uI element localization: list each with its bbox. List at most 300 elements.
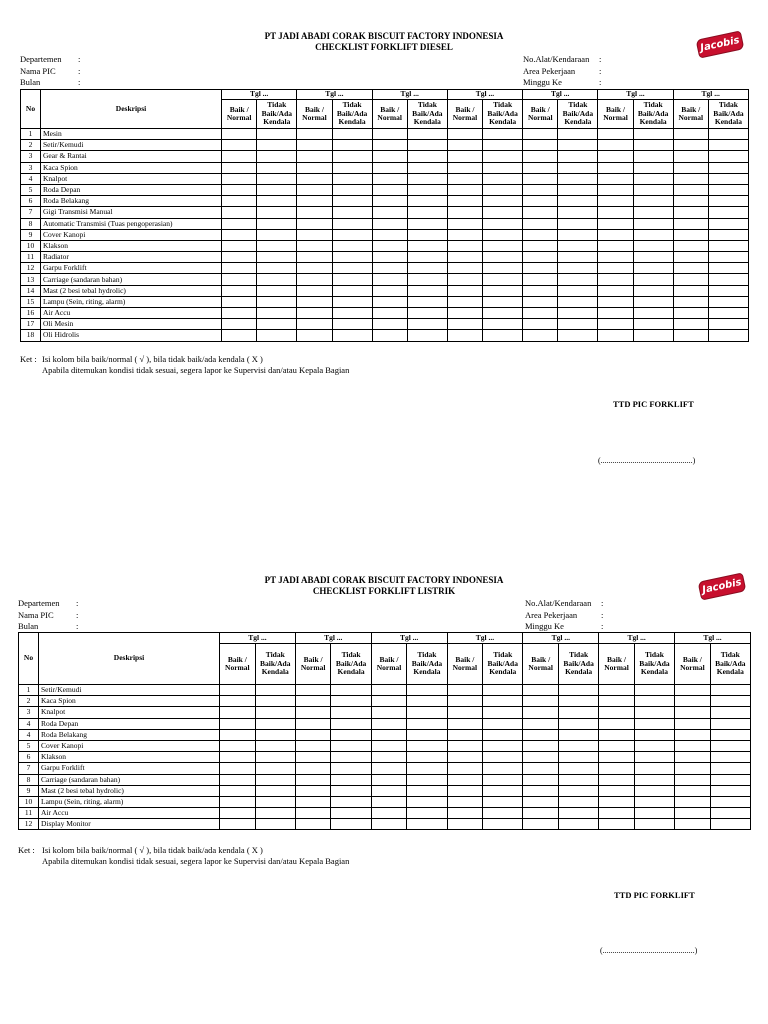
tidak-baik-check-cell[interactable] bbox=[710, 740, 750, 751]
tidak-baik-check-cell[interactable] bbox=[407, 319, 447, 330]
tidak-baik-check-cell[interactable] bbox=[407, 184, 447, 195]
tidak-baik-check-cell[interactable] bbox=[708, 173, 748, 184]
tidak-baik-check-cell[interactable] bbox=[558, 263, 598, 274]
baik-check-cell[interactable] bbox=[371, 785, 407, 796]
tidak-baik-check-cell[interactable] bbox=[332, 151, 372, 162]
baik-check-cell[interactable] bbox=[220, 740, 256, 751]
tidak-baik-check-cell[interactable] bbox=[558, 240, 598, 251]
tidak-baik-check-cell[interactable] bbox=[331, 752, 371, 763]
tidak-baik-check-cell[interactable] bbox=[255, 707, 295, 718]
tidak-baik-check-cell[interactable] bbox=[558, 308, 598, 319]
baik-check-cell[interactable] bbox=[372, 274, 407, 285]
baik-check-cell[interactable] bbox=[447, 151, 482, 162]
tidak-baik-check-cell[interactable] bbox=[332, 207, 372, 218]
departemen-field[interactable] bbox=[88, 54, 208, 66]
tidak-baik-check-cell[interactable] bbox=[483, 740, 523, 751]
tidak-baik-check-cell[interactable] bbox=[331, 718, 371, 729]
tidak-baik-check-cell[interactable] bbox=[483, 718, 523, 729]
tidak-baik-check-cell[interactable] bbox=[633, 330, 673, 341]
tidak-baik-check-cell[interactable] bbox=[483, 140, 523, 151]
tidak-baik-check-cell[interactable] bbox=[331, 774, 371, 785]
baik-check-cell[interactable] bbox=[297, 140, 332, 151]
baik-check-cell[interactable] bbox=[297, 196, 332, 207]
baik-check-cell[interactable] bbox=[523, 218, 558, 229]
baik-check-cell[interactable] bbox=[222, 308, 257, 319]
tidak-baik-check-cell[interactable] bbox=[559, 808, 599, 819]
tidak-baik-check-cell[interactable] bbox=[708, 319, 748, 330]
baik-check-cell[interactable] bbox=[523, 151, 558, 162]
tidak-baik-check-cell[interactable] bbox=[331, 740, 371, 751]
tidak-baik-check-cell[interactable] bbox=[634, 707, 674, 718]
baik-check-cell[interactable] bbox=[675, 707, 711, 718]
baik-check-cell[interactable] bbox=[222, 162, 257, 173]
tidak-baik-check-cell[interactable] bbox=[483, 308, 523, 319]
tidak-baik-check-cell[interactable] bbox=[559, 752, 599, 763]
tidak-baik-check-cell[interactable] bbox=[708, 184, 748, 195]
tidak-baik-check-cell[interactable] bbox=[558, 274, 598, 285]
baik-check-cell[interactable] bbox=[372, 196, 407, 207]
tidak-baik-check-cell[interactable] bbox=[483, 685, 523, 696]
tidak-baik-check-cell[interactable] bbox=[708, 129, 748, 140]
tidak-baik-check-cell[interactable] bbox=[633, 184, 673, 195]
baik-check-cell[interactable] bbox=[523, 274, 558, 285]
baik-check-cell[interactable] bbox=[297, 229, 332, 240]
tidak-baik-check-cell[interactable] bbox=[558, 207, 598, 218]
tidak-baik-check-cell[interactable] bbox=[633, 263, 673, 274]
tidak-baik-check-cell[interactable] bbox=[559, 740, 599, 751]
baik-check-cell[interactable] bbox=[673, 330, 708, 341]
area-pekerjaan-field[interactable] bbox=[609, 66, 689, 78]
baik-check-cell[interactable] bbox=[523, 140, 558, 151]
tidak-baik-check-cell[interactable] bbox=[257, 263, 297, 274]
tidak-baik-check-cell[interactable] bbox=[257, 308, 297, 319]
baik-check-cell[interactable] bbox=[523, 729, 559, 740]
baik-check-cell[interactable] bbox=[222, 263, 257, 274]
tidak-baik-check-cell[interactable] bbox=[633, 162, 673, 173]
baik-check-cell[interactable] bbox=[673, 129, 708, 140]
tidak-baik-check-cell[interactable] bbox=[633, 240, 673, 251]
tidak-baik-check-cell[interactable] bbox=[407, 308, 447, 319]
tidak-baik-check-cell[interactable] bbox=[559, 685, 599, 696]
baik-check-cell[interactable] bbox=[599, 752, 635, 763]
tidak-baik-check-cell[interactable] bbox=[332, 308, 372, 319]
tidak-baik-check-cell[interactable] bbox=[255, 685, 295, 696]
tidak-baik-check-cell[interactable] bbox=[483, 796, 523, 807]
baik-check-cell[interactable] bbox=[295, 707, 331, 718]
minggu-ke-field[interactable] bbox=[609, 77, 689, 89]
baik-check-cell[interactable] bbox=[297, 162, 332, 173]
tidak-baik-check-cell[interactable] bbox=[633, 252, 673, 263]
baik-check-cell[interactable] bbox=[598, 162, 633, 173]
tidak-baik-check-cell[interactable] bbox=[257, 296, 297, 307]
baik-check-cell[interactable] bbox=[523, 319, 558, 330]
baik-check-cell[interactable] bbox=[372, 285, 407, 296]
tidak-baik-check-cell[interactable] bbox=[483, 752, 523, 763]
baik-check-cell[interactable] bbox=[220, 729, 256, 740]
tidak-baik-check-cell[interactable] bbox=[710, 785, 750, 796]
baik-check-cell[interactable] bbox=[222, 151, 257, 162]
baik-check-cell[interactable] bbox=[297, 184, 332, 195]
tidak-baik-check-cell[interactable] bbox=[558, 252, 598, 263]
tidak-baik-check-cell[interactable] bbox=[332, 218, 372, 229]
baik-check-cell[interactable] bbox=[295, 696, 331, 707]
tidak-baik-check-cell[interactable] bbox=[710, 707, 750, 718]
tidak-baik-check-cell[interactable] bbox=[708, 151, 748, 162]
baik-check-cell[interactable] bbox=[222, 218, 257, 229]
tidak-baik-check-cell[interactable] bbox=[407, 729, 447, 740]
baik-check-cell[interactable] bbox=[372, 173, 407, 184]
baik-check-cell[interactable] bbox=[598, 263, 633, 274]
baik-check-cell[interactable] bbox=[599, 763, 635, 774]
baik-check-cell[interactable] bbox=[673, 308, 708, 319]
tidak-baik-check-cell[interactable] bbox=[708, 218, 748, 229]
baik-check-cell[interactable] bbox=[523, 285, 558, 296]
baik-check-cell[interactable] bbox=[673, 274, 708, 285]
baik-check-cell[interactable] bbox=[222, 319, 257, 330]
tidak-baik-check-cell[interactable] bbox=[331, 785, 371, 796]
baik-check-cell[interactable] bbox=[673, 240, 708, 251]
baik-check-cell[interactable] bbox=[447, 274, 482, 285]
baik-check-cell[interactable] bbox=[598, 285, 633, 296]
baik-check-cell[interactable] bbox=[447, 330, 482, 341]
baik-check-cell[interactable] bbox=[675, 696, 711, 707]
baik-check-cell[interactable] bbox=[295, 763, 331, 774]
baik-check-cell[interactable] bbox=[447, 218, 482, 229]
tidak-baik-check-cell[interactable] bbox=[407, 707, 447, 718]
tidak-baik-check-cell[interactable] bbox=[255, 740, 295, 751]
tidak-baik-check-cell[interactable] bbox=[407, 196, 447, 207]
baik-check-cell[interactable] bbox=[447, 173, 482, 184]
baik-check-cell[interactable] bbox=[599, 785, 635, 796]
tidak-baik-check-cell[interactable] bbox=[257, 319, 297, 330]
baik-check-cell[interactable] bbox=[523, 707, 559, 718]
baik-check-cell[interactable] bbox=[523, 774, 559, 785]
baik-check-cell[interactable] bbox=[673, 285, 708, 296]
tidak-baik-check-cell[interactable] bbox=[257, 252, 297, 263]
baik-check-cell[interactable] bbox=[523, 785, 559, 796]
baik-check-cell[interactable] bbox=[598, 274, 633, 285]
tidak-baik-check-cell[interactable] bbox=[407, 274, 447, 285]
baik-check-cell[interactable] bbox=[297, 207, 332, 218]
nama-pic-field[interactable] bbox=[88, 66, 208, 78]
tidak-baik-check-cell[interactable] bbox=[255, 696, 295, 707]
tidak-baik-check-cell[interactable] bbox=[708, 330, 748, 341]
tidak-baik-check-cell[interactable] bbox=[558, 184, 598, 195]
baik-check-cell[interactable] bbox=[598, 173, 633, 184]
no-alat-field[interactable] bbox=[611, 598, 691, 610]
baik-check-cell[interactable] bbox=[297, 240, 332, 251]
baik-check-cell[interactable] bbox=[447, 285, 482, 296]
tidak-baik-check-cell[interactable] bbox=[558, 151, 598, 162]
baik-check-cell[interactable] bbox=[598, 240, 633, 251]
baik-check-cell[interactable] bbox=[447, 140, 482, 151]
tidak-baik-check-cell[interactable] bbox=[559, 796, 599, 807]
no-alat-field[interactable] bbox=[609, 54, 689, 66]
baik-check-cell[interactable] bbox=[599, 796, 635, 807]
baik-check-cell[interactable] bbox=[673, 252, 708, 263]
tidak-baik-check-cell[interactable] bbox=[633, 319, 673, 330]
tidak-baik-check-cell[interactable] bbox=[257, 140, 297, 151]
tidak-baik-check-cell[interactable] bbox=[407, 263, 447, 274]
signature-line[interactable]: (..............................................) bbox=[598, 456, 696, 465]
baik-check-cell[interactable] bbox=[447, 808, 483, 819]
baik-check-cell[interactable] bbox=[220, 785, 256, 796]
baik-check-cell[interactable] bbox=[598, 218, 633, 229]
baik-check-cell[interactable] bbox=[222, 252, 257, 263]
tidak-baik-check-cell[interactable] bbox=[558, 218, 598, 229]
tidak-baik-check-cell[interactable] bbox=[332, 196, 372, 207]
baik-check-cell[interactable] bbox=[599, 808, 635, 819]
tidak-baik-check-cell[interactable] bbox=[483, 196, 523, 207]
tidak-baik-check-cell[interactable] bbox=[332, 184, 372, 195]
baik-check-cell[interactable] bbox=[371, 808, 407, 819]
area-pekerjaan-field[interactable] bbox=[611, 610, 691, 622]
tidak-baik-check-cell[interactable] bbox=[483, 274, 523, 285]
baik-check-cell[interactable] bbox=[523, 796, 559, 807]
baik-check-cell[interactable] bbox=[673, 184, 708, 195]
tidak-baik-check-cell[interactable] bbox=[257, 196, 297, 207]
baik-check-cell[interactable] bbox=[673, 162, 708, 173]
tidak-baik-check-cell[interactable] bbox=[483, 173, 523, 184]
baik-check-cell[interactable] bbox=[220, 685, 256, 696]
tidak-baik-check-cell[interactable] bbox=[332, 240, 372, 251]
baik-check-cell[interactable] bbox=[598, 319, 633, 330]
tidak-baik-check-cell[interactable] bbox=[332, 330, 372, 341]
baik-check-cell[interactable] bbox=[675, 729, 711, 740]
bulan-field[interactable] bbox=[86, 621, 206, 633]
tidak-baik-check-cell[interactable] bbox=[255, 718, 295, 729]
tidak-baik-check-cell[interactable] bbox=[257, 129, 297, 140]
tidak-baik-check-cell[interactable] bbox=[559, 819, 599, 830]
baik-check-cell[interactable] bbox=[447, 774, 483, 785]
baik-check-cell[interactable] bbox=[675, 740, 711, 751]
baik-check-cell[interactable] bbox=[598, 184, 633, 195]
baik-check-cell[interactable] bbox=[447, 718, 483, 729]
baik-check-cell[interactable] bbox=[220, 707, 256, 718]
tidak-baik-check-cell[interactable] bbox=[407, 218, 447, 229]
tidak-baik-check-cell[interactable] bbox=[559, 707, 599, 718]
tidak-baik-check-cell[interactable] bbox=[483, 151, 523, 162]
tidak-baik-check-cell[interactable] bbox=[255, 819, 295, 830]
tidak-baik-check-cell[interactable] bbox=[634, 785, 674, 796]
baik-check-cell[interactable] bbox=[222, 285, 257, 296]
baik-check-cell[interactable] bbox=[598, 308, 633, 319]
baik-check-cell[interactable] bbox=[220, 796, 256, 807]
baik-check-cell[interactable] bbox=[222, 330, 257, 341]
baik-check-cell[interactable] bbox=[599, 740, 635, 751]
baik-check-cell[interactable] bbox=[222, 184, 257, 195]
baik-check-cell[interactable] bbox=[447, 763, 483, 774]
baik-check-cell[interactable] bbox=[523, 718, 559, 729]
baik-check-cell[interactable] bbox=[447, 229, 482, 240]
baik-check-cell[interactable] bbox=[372, 330, 407, 341]
baik-check-cell[interactable] bbox=[447, 729, 483, 740]
tidak-baik-check-cell[interactable] bbox=[255, 785, 295, 796]
tidak-baik-check-cell[interactable] bbox=[407, 752, 447, 763]
tidak-baik-check-cell[interactable] bbox=[483, 218, 523, 229]
tidak-baik-check-cell[interactable] bbox=[255, 729, 295, 740]
tidak-baik-check-cell[interactable] bbox=[407, 763, 447, 774]
tidak-baik-check-cell[interactable] bbox=[407, 740, 447, 751]
tidak-baik-check-cell[interactable] bbox=[558, 140, 598, 151]
tidak-baik-check-cell[interactable] bbox=[407, 796, 447, 807]
tidak-baik-check-cell[interactable] bbox=[708, 229, 748, 240]
baik-check-cell[interactable] bbox=[447, 162, 482, 173]
tidak-baik-check-cell[interactable] bbox=[633, 196, 673, 207]
tidak-baik-check-cell[interactable] bbox=[407, 140, 447, 151]
baik-check-cell[interactable] bbox=[220, 819, 256, 830]
nama-pic-field[interactable] bbox=[86, 610, 206, 622]
baik-check-cell[interactable] bbox=[598, 252, 633, 263]
tidak-baik-check-cell[interactable] bbox=[483, 729, 523, 740]
baik-check-cell[interactable] bbox=[371, 718, 407, 729]
baik-check-cell[interactable] bbox=[222, 229, 257, 240]
tidak-baik-check-cell[interactable] bbox=[634, 808, 674, 819]
tidak-baik-check-cell[interactable] bbox=[483, 207, 523, 218]
tidak-baik-check-cell[interactable] bbox=[634, 796, 674, 807]
baik-check-cell[interactable] bbox=[220, 808, 256, 819]
tidak-baik-check-cell[interactable] bbox=[255, 774, 295, 785]
baik-check-cell[interactable] bbox=[447, 785, 483, 796]
baik-check-cell[interactable] bbox=[371, 774, 407, 785]
baik-check-cell[interactable] bbox=[297, 274, 332, 285]
tidak-baik-check-cell[interactable] bbox=[483, 319, 523, 330]
tidak-baik-check-cell[interactable] bbox=[558, 196, 598, 207]
baik-check-cell[interactable] bbox=[447, 319, 482, 330]
tidak-baik-check-cell[interactable] bbox=[634, 752, 674, 763]
tidak-baik-check-cell[interactable] bbox=[407, 162, 447, 173]
tidak-baik-check-cell[interactable] bbox=[332, 285, 372, 296]
tidak-baik-check-cell[interactable] bbox=[255, 796, 295, 807]
baik-check-cell[interactable] bbox=[295, 819, 331, 830]
baik-check-cell[interactable] bbox=[371, 796, 407, 807]
baik-check-cell[interactable] bbox=[598, 129, 633, 140]
baik-check-cell[interactable] bbox=[673, 196, 708, 207]
tidak-baik-check-cell[interactable] bbox=[633, 274, 673, 285]
tidak-baik-check-cell[interactable] bbox=[407, 252, 447, 263]
tidak-baik-check-cell[interactable] bbox=[710, 774, 750, 785]
baik-check-cell[interactable] bbox=[220, 763, 256, 774]
baik-check-cell[interactable] bbox=[523, 763, 559, 774]
tidak-baik-check-cell[interactable] bbox=[407, 808, 447, 819]
tidak-baik-check-cell[interactable] bbox=[558, 319, 598, 330]
baik-check-cell[interactable] bbox=[295, 752, 331, 763]
baik-check-cell[interactable] bbox=[447, 707, 483, 718]
tidak-baik-check-cell[interactable] bbox=[710, 696, 750, 707]
tidak-baik-check-cell[interactable] bbox=[634, 774, 674, 785]
tidak-baik-check-cell[interactable] bbox=[407, 774, 447, 785]
tidak-baik-check-cell[interactable] bbox=[407, 207, 447, 218]
tidak-baik-check-cell[interactable] bbox=[634, 696, 674, 707]
baik-check-cell[interactable] bbox=[523, 330, 558, 341]
tidak-baik-check-cell[interactable] bbox=[257, 330, 297, 341]
tidak-baik-check-cell[interactable] bbox=[634, 819, 674, 830]
tidak-baik-check-cell[interactable] bbox=[407, 819, 447, 830]
tidak-baik-check-cell[interactable] bbox=[331, 696, 371, 707]
baik-check-cell[interactable] bbox=[371, 685, 407, 696]
tidak-baik-check-cell[interactable] bbox=[710, 685, 750, 696]
tidak-baik-check-cell[interactable] bbox=[332, 162, 372, 173]
minggu-ke-field[interactable] bbox=[611, 621, 691, 633]
baik-check-cell[interactable] bbox=[523, 196, 558, 207]
baik-check-cell[interactable] bbox=[673, 229, 708, 240]
baik-check-cell[interactable] bbox=[598, 140, 633, 151]
tidak-baik-check-cell[interactable] bbox=[407, 173, 447, 184]
baik-check-cell[interactable] bbox=[523, 173, 558, 184]
tidak-baik-check-cell[interactable] bbox=[559, 718, 599, 729]
tidak-baik-check-cell[interactable] bbox=[558, 129, 598, 140]
tidak-baik-check-cell[interactable] bbox=[483, 285, 523, 296]
baik-check-cell[interactable] bbox=[673, 140, 708, 151]
tidak-baik-check-cell[interactable] bbox=[559, 785, 599, 796]
tidak-baik-check-cell[interactable] bbox=[407, 296, 447, 307]
tidak-baik-check-cell[interactable] bbox=[633, 129, 673, 140]
baik-check-cell[interactable] bbox=[372, 140, 407, 151]
baik-check-cell[interactable] bbox=[447, 819, 483, 830]
baik-check-cell[interactable] bbox=[220, 774, 256, 785]
tidak-baik-check-cell[interactable] bbox=[257, 184, 297, 195]
baik-check-cell[interactable] bbox=[673, 173, 708, 184]
baik-check-cell[interactable] bbox=[675, 685, 711, 696]
baik-check-cell[interactable] bbox=[220, 752, 256, 763]
baik-check-cell[interactable] bbox=[675, 785, 711, 796]
baik-check-cell[interactable] bbox=[222, 129, 257, 140]
tidak-baik-check-cell[interactable] bbox=[407, 240, 447, 251]
departemen-field[interactable] bbox=[86, 598, 206, 610]
tidak-baik-check-cell[interactable] bbox=[407, 785, 447, 796]
baik-check-cell[interactable] bbox=[598, 207, 633, 218]
tidak-baik-check-cell[interactable] bbox=[407, 685, 447, 696]
tidak-baik-check-cell[interactable] bbox=[633, 173, 673, 184]
tidak-baik-check-cell[interactable] bbox=[710, 763, 750, 774]
baik-check-cell[interactable] bbox=[447, 685, 483, 696]
baik-check-cell[interactable] bbox=[295, 718, 331, 729]
baik-check-cell[interactable] bbox=[372, 308, 407, 319]
tidak-baik-check-cell[interactable] bbox=[634, 718, 674, 729]
tidak-baik-check-cell[interactable] bbox=[257, 285, 297, 296]
tidak-baik-check-cell[interactable] bbox=[708, 162, 748, 173]
tidak-baik-check-cell[interactable] bbox=[483, 696, 523, 707]
tidak-baik-check-cell[interactable] bbox=[332, 296, 372, 307]
tidak-baik-check-cell[interactable] bbox=[558, 296, 598, 307]
tidak-baik-check-cell[interactable] bbox=[634, 729, 674, 740]
tidak-baik-check-cell[interactable] bbox=[483, 252, 523, 263]
baik-check-cell[interactable] bbox=[371, 729, 407, 740]
baik-check-cell[interactable] bbox=[371, 752, 407, 763]
baik-check-cell[interactable] bbox=[447, 240, 482, 251]
tidak-baik-check-cell[interactable] bbox=[332, 319, 372, 330]
tidak-baik-check-cell[interactable] bbox=[708, 263, 748, 274]
tidak-baik-check-cell[interactable] bbox=[483, 774, 523, 785]
tidak-baik-check-cell[interactable] bbox=[710, 718, 750, 729]
tidak-baik-check-cell[interactable] bbox=[331, 707, 371, 718]
baik-check-cell[interactable] bbox=[599, 774, 635, 785]
tidak-baik-check-cell[interactable] bbox=[633, 229, 673, 240]
tidak-baik-check-cell[interactable] bbox=[407, 330, 447, 341]
baik-check-cell[interactable] bbox=[599, 819, 635, 830]
baik-check-cell[interactable] bbox=[372, 129, 407, 140]
baik-check-cell[interactable] bbox=[447, 308, 482, 319]
baik-check-cell[interactable] bbox=[220, 718, 256, 729]
tidak-baik-check-cell[interactable] bbox=[558, 173, 598, 184]
baik-check-cell[interactable] bbox=[371, 740, 407, 751]
baik-check-cell[interactable] bbox=[371, 819, 407, 830]
baik-check-cell[interactable] bbox=[372, 162, 407, 173]
tidak-baik-check-cell[interactable] bbox=[483, 819, 523, 830]
baik-check-cell[interactable] bbox=[297, 263, 332, 274]
tidak-baik-check-cell[interactable] bbox=[332, 173, 372, 184]
tidak-baik-check-cell[interactable] bbox=[633, 285, 673, 296]
